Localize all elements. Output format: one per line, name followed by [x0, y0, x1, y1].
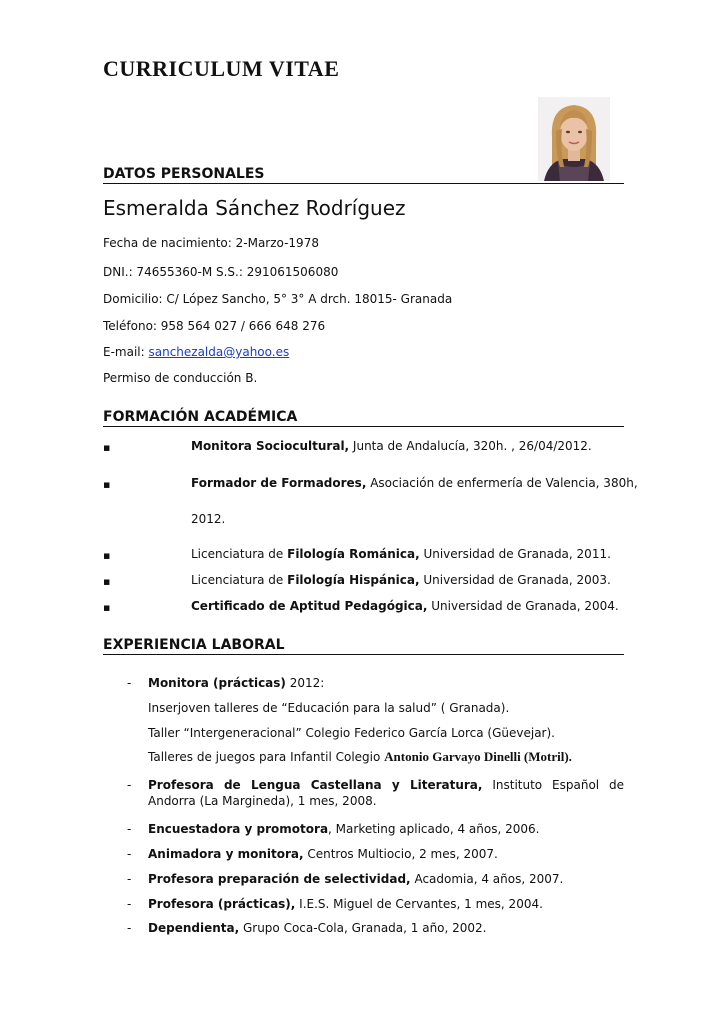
phone: Teléfono: 958 564 027 / 666 648 276	[103, 319, 326, 333]
dash-marker: -	[127, 847, 132, 861]
education-item: Monitora Sociocultural, Junta de Andalucía, 320h. , 26/04/2012.	[191, 439, 592, 453]
candidate-name: Esmeralda Sánchez Rodríguez	[103, 196, 406, 220]
education-item-continuation: 2012.	[191, 512, 226, 526]
bullet-icon: ▪	[103, 549, 111, 562]
section-heading-personal: DATOS PERSONALES	[103, 165, 624, 184]
email-link[interactable]: sanchezalda@yahoo.es	[148, 345, 290, 359]
document-title: CURRICULUM VITAE	[103, 56, 340, 81]
dash-marker: -	[127, 778, 132, 792]
bullet-icon: ▪	[103, 478, 111, 491]
experience-subitem: Inserjoven talleres de “Educación para la salud” ( Granada).	[148, 701, 510, 715]
experience-subitem: Taller “Intergeneracional” Colegio Federico García Lorca (Güevejar).	[148, 726, 555, 740]
driving-license: Permiso de conducción B.	[103, 371, 258, 385]
birth-date: Fecha de nacimiento: 2-Marzo-1978	[103, 236, 319, 250]
experience-item: Profesora preparación de selectividad, Acadomia, 4 años, 2007.	[148, 872, 564, 886]
dash-marker: -	[127, 872, 132, 886]
education-item: Licenciatura de Filología Románica, Universidad de Granada, 2011.	[191, 547, 611, 561]
email-line	[103, 344, 289, 360]
address: Domicilio: C/ López Sancho, 5° 3° A drch. 18015- Granada	[103, 292, 453, 306]
experience-item: Animadora y monitora, Centros Multiocio, 2 mes, 2007.	[148, 847, 498, 861]
experience-subitem: Talleres de juegos para Infantil Colegio Antonio Garvayo Dinelli (Motril).	[148, 749, 572, 764]
dash-marker: -	[127, 822, 132, 836]
dash-marker: -	[127, 921, 132, 935]
dash-marker: -	[127, 676, 132, 690]
experience-item: Profesora (prácticas), I.E.S. Miguel de Cervantes, 1 mes, 2004.	[148, 897, 543, 911]
education-item: Licenciatura de Filología Hispánica, Universidad de Granada, 2003.	[191, 573, 611, 587]
experience-item: Dependienta, Grupo Coca-Cola, Granada, 1 año, 2002.	[148, 921, 487, 935]
bullet-icon: ▪	[103, 441, 111, 454]
education-item: Formador de Formadores, Asociación de enfermería de Valencia, 380h,	[191, 476, 638, 490]
email-label: E-mail:	[103, 345, 149, 359]
bullet-icon: ▪	[103, 575, 111, 588]
section-heading-education: FORMACIÓN ACADÉMICA	[103, 408, 624, 427]
experience-item: Monitora (prácticas) 2012:	[148, 676, 325, 690]
experience-item: Encuestadora y promotora, Marketing aplicado, 4 años, 2006.	[148, 822, 540, 836]
bullet-icon: ▪	[103, 601, 111, 614]
education-item: Certificado de Aptitud Pedagógica, Universidad de Granada, 2004.	[191, 599, 619, 613]
dash-marker: -	[127, 897, 132, 911]
experience-item: Profesora de Lengua Castellana y Literatura, Instituto Español de Andorra (La Margineda), 1 mes, 2008.	[148, 778, 625, 808]
id-numbers: DNI.: 74655360-M S.S.: 291061506080	[103, 265, 339, 279]
section-heading-experience: EXPERIENCIA LABORAL	[103, 636, 624, 655]
